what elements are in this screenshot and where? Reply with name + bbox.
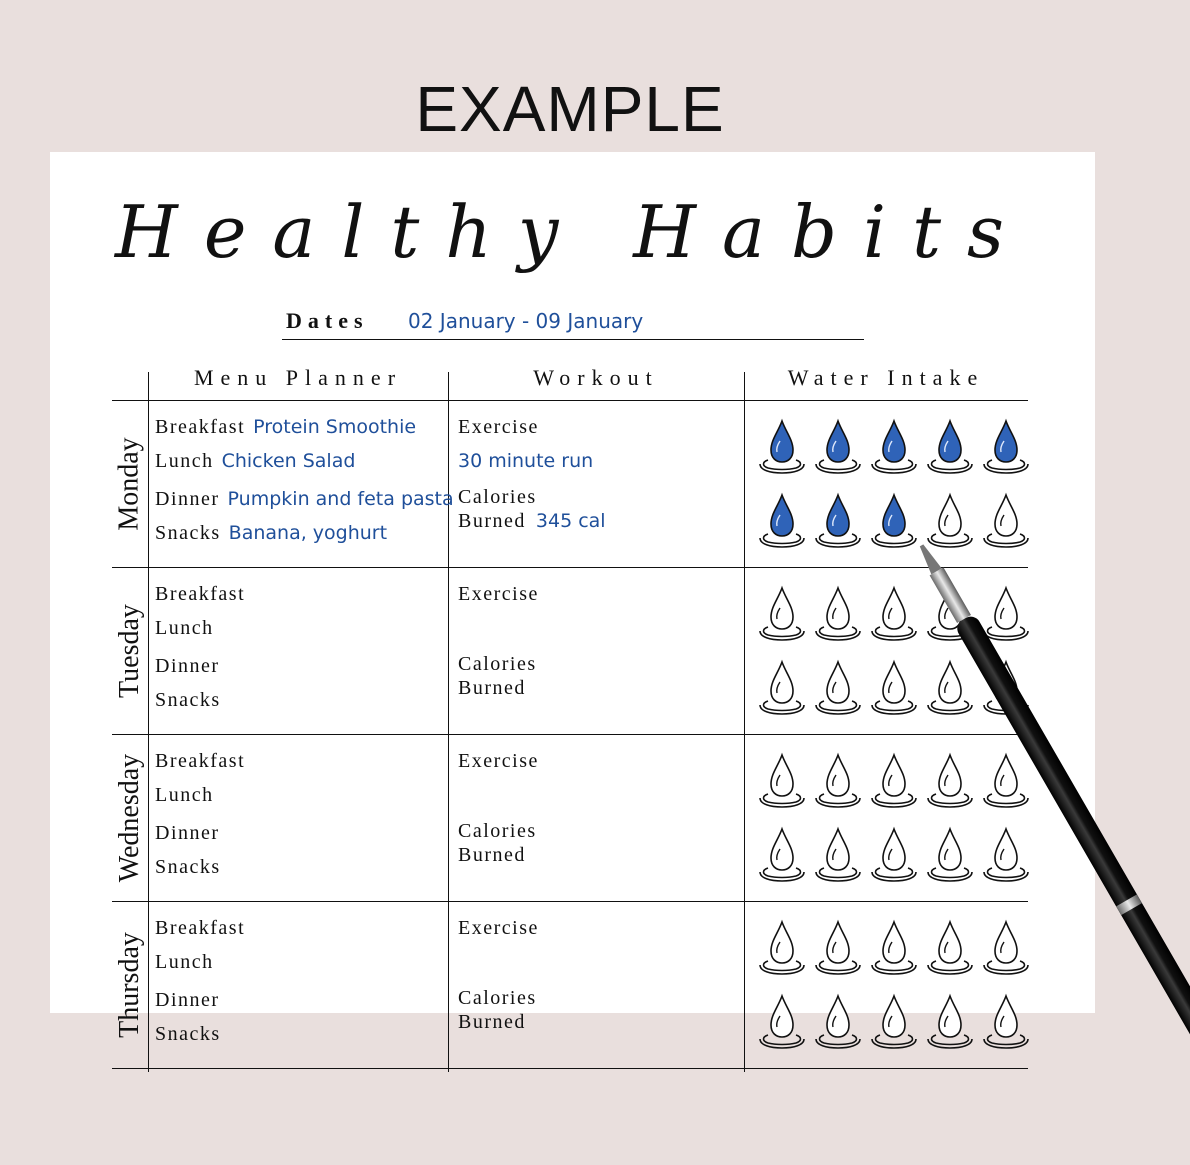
workout-exercise-label: Exercise — [458, 416, 539, 438]
water-drop-icon[interactable] — [758, 418, 806, 474]
workout-calories-label: Calories — [458, 653, 537, 675]
menu-row-breakfast — [155, 583, 253, 606]
planner-sheet — [50, 152, 1095, 1045]
workout-burned-row — [458, 1011, 536, 1034]
menu-row-lunch — [155, 784, 222, 807]
menu-entry-lunch[interactable]: Chicken Salad — [221, 450, 356, 472]
workout-exercise-label: Exercise — [458, 583, 539, 605]
menu-row-lunch — [155, 617, 222, 640]
column-header-water-intake: Water Intake — [787, 365, 985, 390]
water-drop-icon[interactable] — [982, 418, 1030, 474]
menu-row-breakfast — [155, 416, 416, 439]
workout-calories-label: Calories — [458, 987, 537, 1009]
workout-calories-label: Calories — [458, 486, 537, 508]
divider-vertical — [744, 372, 745, 1072]
menu-label-breakfast: Breakfast — [155, 416, 246, 438]
menu-row-snacks — [155, 689, 229, 712]
menu-label-dinner: Dinner — [155, 488, 220, 510]
menu-row-snacks — [155, 522, 387, 545]
divider-horizontal — [112, 567, 1028, 568]
water-drop-icon[interactable] — [814, 585, 862, 641]
menu-row-dinner — [155, 989, 228, 1012]
divider-horizontal — [112, 1068, 1028, 1069]
water-drop-icon[interactable] — [926, 993, 974, 1049]
divider-vertical — [448, 372, 449, 1072]
workout-calories-entry[interactable]: 345 cal — [535, 510, 606, 532]
menu-row-snacks — [155, 856, 229, 879]
workout-burned-row — [458, 677, 536, 700]
workout-burned-label: Burned — [458, 510, 526, 532]
water-drop-icon[interactable] — [814, 492, 862, 548]
water-drop-icon[interactable] — [982, 993, 1030, 1049]
water-drop-icon[interactable] — [870, 826, 918, 882]
water-drop-icon[interactable] — [870, 993, 918, 1049]
water-drop-icon[interactable] — [926, 659, 974, 715]
water-drop-icon[interactable] — [926, 826, 974, 882]
divider-horizontal — [112, 901, 1028, 902]
water-drop-icon[interactable] — [926, 919, 974, 975]
dates-label: Dates — [286, 308, 369, 333]
menu-label-snacks: Snacks — [155, 522, 221, 544]
water-drop-icon[interactable] — [758, 752, 806, 808]
water-drop-icon[interactable] — [870, 919, 918, 975]
menu-label-lunch: Lunch — [155, 951, 214, 973]
water-drop-icon[interactable] — [926, 418, 974, 474]
water-drop-icon[interactable] — [982, 492, 1030, 548]
workout-exercise-entry[interactable]: 30 minute run — [458, 450, 594, 472]
menu-label-snacks: Snacks — [155, 856, 221, 878]
menu-entry-snacks[interactable]: Banana, yoghurt — [228, 522, 388, 544]
water-drop-icon[interactable] — [814, 752, 862, 808]
menu-label-dinner: Dinner — [155, 989, 220, 1011]
water-drop-icon[interactable] — [982, 826, 1030, 882]
menu-label-dinner: Dinner — [155, 655, 220, 677]
day-label-thursday — [112, 901, 148, 1068]
column-header-workout: Workout — [533, 365, 659, 390]
workout-exercise-label: Exercise — [458, 917, 539, 939]
workout-burned-label: Burned — [458, 1011, 526, 1033]
menu-label-breakfast: Breakfast — [155, 750, 246, 772]
water-drop-icon[interactable] — [758, 919, 806, 975]
menu-row-dinner — [155, 655, 228, 678]
workout-burned-label: Burned — [458, 677, 526, 699]
menu-row-breakfast — [155, 917, 253, 940]
menu-row-dinner — [155, 488, 454, 511]
water-drop-icon[interactable] — [982, 919, 1030, 975]
water-drop-icon[interactable] — [814, 993, 862, 1049]
divider-horizontal — [112, 400, 1028, 401]
workout-burned-row — [458, 844, 536, 867]
menu-row-lunch — [155, 951, 222, 974]
menu-row-breakfast — [155, 750, 253, 773]
water-drop-icon[interactable] — [758, 826, 806, 882]
water-drop-icon[interactable] — [814, 659, 862, 715]
menu-row-snacks — [155, 1023, 229, 1046]
water-drop-icon[interactable] — [814, 919, 862, 975]
water-drop-icon[interactable] — [982, 659, 1030, 715]
water-drop-icon[interactable] — [758, 585, 806, 641]
day-name: Tuesday — [114, 603, 145, 698]
water-drop-icon[interactable] — [870, 752, 918, 808]
divider-horizontal — [112, 734, 1028, 735]
water-drop-icon[interactable] — [870, 492, 918, 548]
water-drop-icon[interactable] — [758, 492, 806, 548]
water-drop-icon[interactable] — [926, 585, 974, 641]
menu-label-lunch: Lunch — [155, 784, 214, 806]
dates-underline — [282, 339, 864, 340]
water-drop-icon[interactable] — [926, 752, 974, 808]
water-drop-icon[interactable] — [982, 585, 1030, 641]
water-drop-icon[interactable] — [870, 585, 918, 641]
menu-label-breakfast: Breakfast — [155, 917, 246, 939]
planner-title: Healthy Habits — [115, 190, 1030, 274]
day-label-wednesday — [112, 734, 148, 901]
dates-value: 02 January - 09 January — [408, 309, 644, 333]
menu-entry-breakfast[interactable]: Protein Smoothie — [253, 416, 417, 438]
menu-label-snacks: Snacks — [155, 1023, 221, 1045]
day-name: Thursday — [114, 931, 146, 1038]
day-name: Monday — [114, 436, 146, 531]
water-drop-icon[interactable] — [870, 659, 918, 715]
workout-calories-label: Calories — [458, 820, 537, 842]
divider-vertical — [148, 372, 149, 1072]
water-drop-icon[interactable] — [814, 826, 862, 882]
water-drop-icon[interactable] — [926, 492, 974, 548]
water-drop-icon[interactable] — [758, 659, 806, 715]
workout-burned-label: Burned — [458, 844, 526, 866]
workout-exercise-label: Exercise — [458, 750, 539, 772]
water-drop-icon[interactable] — [870, 418, 918, 474]
menu-row-dinner — [155, 822, 228, 845]
menu-label-snacks: Snacks — [155, 689, 221, 711]
water-drop-icon[interactable] — [814, 418, 862, 474]
menu-label-lunch: Lunch — [155, 450, 214, 472]
water-drop-icon[interactable] — [758, 993, 806, 1049]
workout-burned-row — [458, 510, 606, 533]
day-label-tuesday — [112, 567, 148, 734]
water-drop-icon[interactable] — [982, 752, 1030, 808]
menu-label-lunch: Lunch — [155, 617, 214, 639]
example-label: EXAMPLE — [415, 73, 725, 145]
menu-entry-dinner[interactable]: Pumpkin and feta pasta — [227, 488, 454, 510]
menu-label-dinner: Dinner — [155, 822, 220, 844]
menu-label-breakfast: Breakfast — [155, 583, 246, 605]
day-label-monday — [112, 400, 148, 567]
day-name: Wednesday — [114, 753, 145, 882]
column-header-menu-planner: Menu Planner — [193, 365, 403, 390]
menu-row-lunch — [155, 450, 355, 473]
